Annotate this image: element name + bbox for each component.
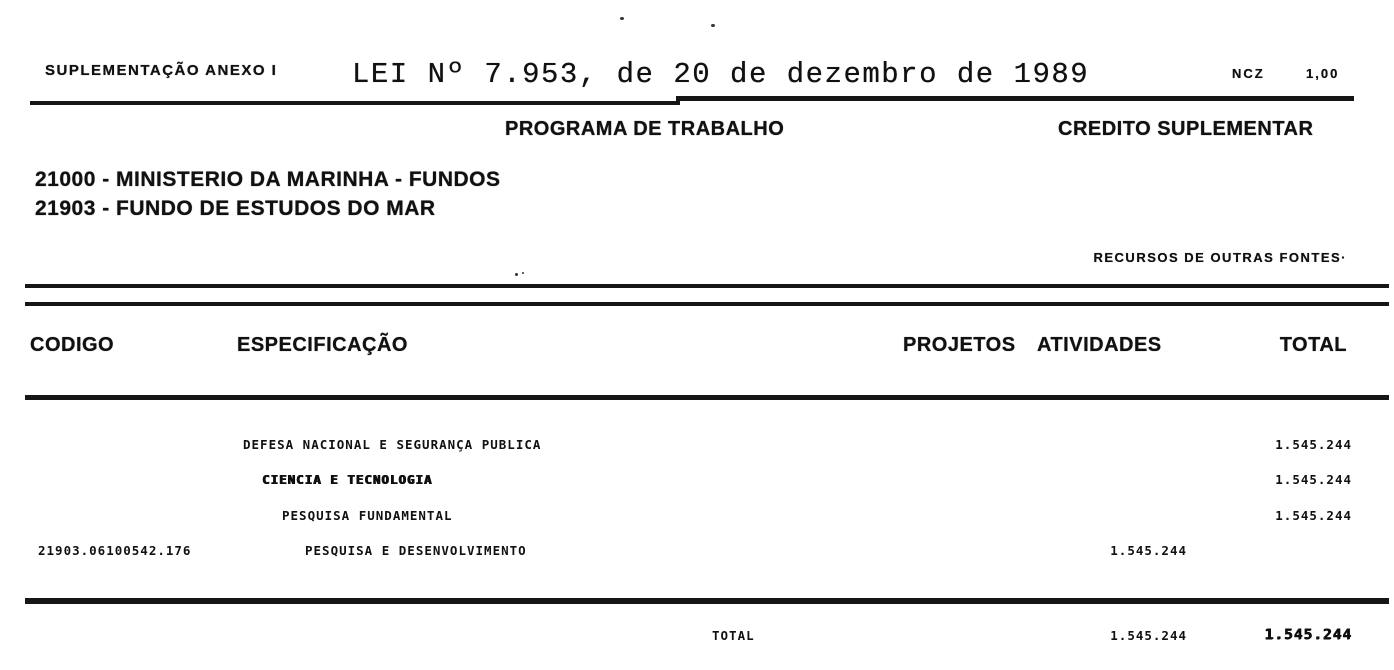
row-code: 21903.06100542.176 [38,543,192,558]
row-spec: DEFESA NACIONAL E SEGURANÇA PUBLICA [243,437,542,452]
program-title: PROGRAMA DE TRABALHO [505,118,785,140]
row-spec: PESQUISA E DESENVOLVIMENTO [305,543,527,558]
row-total-value: 1.545.244 [1275,437,1352,452]
header-rule-left [30,101,680,105]
row-atividades-value: 1.545.244 [1110,543,1187,558]
footer-total-value: 1.545.244 [1264,627,1352,643]
scan-speck [711,24,715,27]
table-top-rule-2 [25,302,1389,306]
annex-label: SUPLEMENTAÇÃO ANEXO I [45,62,278,79]
credit-title: CREDITO SUPLEMENTAR [1058,118,1314,140]
scan-speck [515,273,518,276]
org-code-line-2: 21903 - FUNDO DE ESTUDOS DO MAR [35,197,436,220]
column-header-atividades: ATIVIDADES [1037,334,1162,356]
scan-speck [522,272,524,274]
org-code-line-1: 21000 - MINISTERIO DA MARINHA - FUNDOS [35,168,501,191]
table-footer-rule [25,598,1389,604]
footer-atividades-value: 1.545.244 [1110,628,1187,643]
header-rule-right [676,96,1354,101]
row-total-value: 1.545.244 [1275,472,1352,487]
column-header-total: TOTAL [1279,334,1347,356]
row-total-value: 1.545.244 [1275,508,1352,523]
resources-source-label: RECURSOS DE OUTRAS FONTES· [1093,250,1347,265]
column-header-especificacao: ESPECIFICAÇÃO [237,334,408,356]
currency-value: 1,00 [1306,66,1340,81]
column-header-projetos: PROJETOS [903,334,1016,356]
table-top-rule-1 [25,284,1389,288]
header-bottom-rule [25,395,1389,400]
row-spec: CIENCIA E TECNOLOGIA [262,472,433,487]
column-header-codigo: CODIGO [30,334,115,356]
footer-total-label: TOTAL [712,628,755,643]
law-title: LEI Nº 7.953, de 20 de dezembro de 1989 [352,58,1090,91]
currency-label: NCZ [1232,66,1265,81]
row-spec: PESQUISA FUNDAMENTAL [282,508,453,523]
scan-speck [620,17,624,20]
